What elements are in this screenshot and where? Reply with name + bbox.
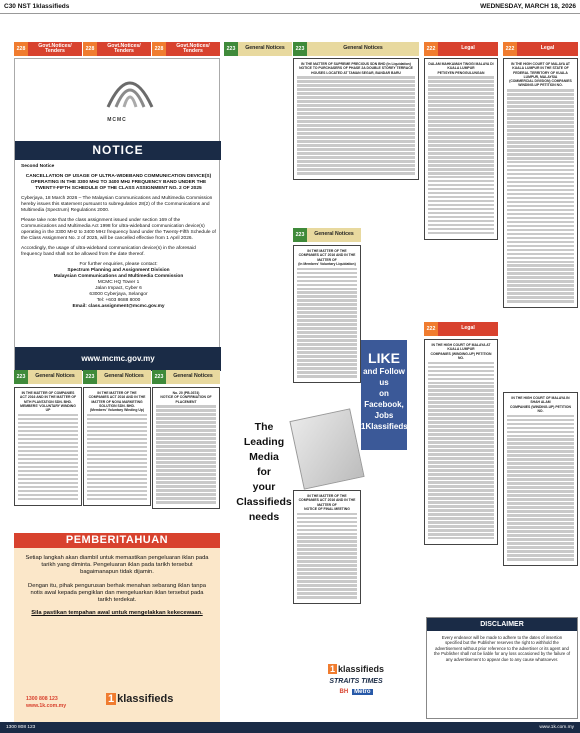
- disclaimer-text: Every endeavor will be made to adhere to the dates of insertion specified but the Publisher reserves the right to withhold the advertisement without prior reference to the advertiser or its agent and the Publisher shall not be liable for any loss occasioned by the failure of any advertisement to appear due to any cause whatsoever.: [433, 635, 571, 662]
- section-label: General Notices: [245, 45, 285, 52]
- notice-subheading: NOTICE TO PURCHASERS OF PHASE 2A DOUBLE STOREY TERRACE HOUSES LOCATED AT TAMAN SEGAR, BANDAR BARU: [299, 66, 413, 75]
- straits-times-logo: STRAITS TIMES: [329, 677, 383, 685]
- section-number: 228: [152, 42, 166, 56]
- leading-word: Classifieds: [236, 496, 292, 508]
- notice-subheading: NOTICE OF CONFIRMATION OF PLACEMENT: [160, 395, 212, 404]
- mcmc-notice: [14, 58, 220, 370]
- phone-number[interactable]: 1300 808 123: [26, 696, 58, 702]
- notice-heading: IN THE MATTER OF COMPANIES ACT 2016 AND IN THE MATTER OF MTH PLANTATION SDN. BHD.: [19, 391, 77, 404]
- notice-column: [83, 387, 151, 531]
- section-label: Govt.Notices/ Tenders: [38, 42, 72, 54]
- section-header: [224, 42, 292, 56]
- leading-media-text: [234, 420, 294, 525]
- notice-paragraph: Please take note that the class assignment issued under section 169 of the Communications and Multimedia Act 1998 for ultra-wideband communication device(s) operating in the 3300 MHz to 3400 MHz frequency band under the Twenty-Fifth Schedule of the Class Assignment No. 2 of 2025, will be cancelled effective from 1 April 2026.: [21, 218, 216, 241]
- notice-subheading: (In Members' Voluntary Liquidation): [298, 261, 356, 266]
- mcmc-logo-icon: [100, 67, 160, 117]
- notice-email[interactable]: Email: class.assignment@mcmc.gov.my: [72, 304, 165, 309]
- leading-word: needs: [248, 511, 280, 523]
- metro-logo: Metro: [354, 688, 371, 695]
- section-label: Legal: [461, 45, 475, 52]
- notice-dept: Spectrum Planning and Assignment Division: [67, 268, 170, 273]
- disclaimer-panel: [426, 617, 578, 719]
- klassifieds-logo-one: 1: [329, 663, 335, 674]
- notice-subheading: COMPANIES (WINDING-UP) PETITION NO.: [510, 404, 571, 413]
- notice-heading: IN THE MATTER OF THE COMPANIES ACT 2016 AND IN THE MATTER OF: [298, 249, 356, 262]
- section-header: [424, 42, 498, 56]
- mcmc-wordmark: MCMC: [107, 117, 127, 123]
- section-header: [503, 42, 578, 56]
- section-number: 223: [224, 42, 238, 56]
- section-number: 228: [14, 42, 28, 56]
- pemberitahuan-text: Dengan itu, pihak pengurusan berhak menahan sebarang iklan tanpa notis awal kepada pengiklan dan mengeluarkan iklan tersebut pada tarikh terdekat.: [28, 582, 206, 604]
- section-header: [293, 42, 419, 56]
- legal-column: [503, 58, 578, 388]
- section-label: General Notices: [343, 45, 383, 52]
- notice-column: [293, 58, 419, 218]
- section-number: 223: [293, 42, 307, 56]
- klassifieds-logo: [106, 693, 173, 705]
- section-number: 228: [83, 42, 97, 56]
- footer-website[interactable]: www.1k.com.my: [539, 725, 574, 730]
- like-text: Jobs 1Klassifieds: [361, 411, 408, 431]
- section-number: 223: [293, 228, 307, 242]
- section-label: Govt.Notices/ Tenders: [107, 42, 141, 54]
- section-header: [14, 370, 82, 384]
- leading-word: for: [257, 466, 271, 478]
- section-label: Legal: [540, 45, 555, 52]
- pemberitahuan-panel: [14, 533, 220, 723]
- section-number: 223: [152, 370, 166, 384]
- pemberitahuan-title: PEMBERITAHUAN: [14, 533, 220, 548]
- notice-column: [293, 245, 361, 415]
- section-header: [293, 228, 361, 242]
- section-header: [83, 370, 151, 384]
- facebook-promo[interactable]: [361, 340, 407, 450]
- notice-heading: IN THE HIGH COURT OF MALAYA IN SHAH ALAM: [511, 396, 570, 405]
- footer-phone[interactable]: 1300 808 123: [6, 725, 36, 730]
- notice-dept: Malaysian Communications and Multimedia Commission: [53, 274, 184, 279]
- leading-word: Media: [249, 451, 279, 463]
- page-date: WEDNESDAY, MARCH 18, 2026: [480, 3, 576, 10]
- like-text: LIKE: [368, 350, 400, 366]
- notice-column: [293, 490, 361, 630]
- section-label: Legal: [461, 325, 475, 332]
- pemberitahuan-text: Sila pastikan tempahan awal untuk mengelakkan kekecewaan.: [31, 610, 203, 617]
- notice-heading: IN THE MATTER OF THE COMPANIES ACT 2016 AND IN THE MATTER OF: [298, 494, 356, 507]
- page-header: [0, 0, 580, 14]
- notice-address: 63000 Cyberjaya, Selangor: [89, 292, 148, 297]
- page-section-title: C30 NST 1klassifieds: [4, 3, 70, 10]
- notice-address: MCMC HQ Tower 1: [97, 280, 140, 285]
- section-number: 223: [83, 370, 97, 384]
- section-header: [152, 42, 220, 56]
- pemberitahuan-text: Setiap langkah akan diambil untuk memastikan pengeluaran iklan pada tarikh yang diminta. Pengeluaran iklan pada tarikh tersebut bagaimanapun tidak dijamin.: [25, 555, 209, 576]
- notice-enquiries: For further enquiries, please contact:: [79, 262, 158, 267]
- notice-subheading: (Members' Voluntary Winding Up): [89, 408, 145, 413]
- notice-second: Second Notice: [21, 164, 55, 169]
- notice-paragraph: Accordingly, the usage of ultra-wideband communication device(s) in the aforesaid frequency band shall not be allowed from the date thereof.: [21, 246, 196, 257]
- notice-heading: IN THE HIGH COURT OF MALAYA AT KUALA LUMPUR IN THE STATE OF FEDERAL TERRITORY OF KUALA LUMPUR, MALAYSIA: [511, 62, 570, 79]
- notice-heading: DALAM MAHKAMAH TINGGI MALAYA DI KUALA LUMPUR: [428, 62, 494, 71]
- notice-heading: IN THE HIGH COURT OF MALAYA AT KUALA LUMPUR: [431, 343, 491, 352]
- like-text: and Follow us: [363, 367, 405, 387]
- section-label: Govt.Notices/ Tenders: [176, 42, 210, 54]
- newspaper-photo: [289, 408, 364, 489]
- notice-tel: Tel: +603 8688 8000: [96, 298, 141, 303]
- notice-address: Jalan Impact, Cyber 6: [95, 286, 142, 291]
- notice-heading: IN THE MATTER OF THE COMPANIES ACT 2016 AND IN THE MATTER OF NOVA MARKETING SOLUTION SDN. BHD.: [88, 391, 146, 408]
- section-header: [14, 42, 82, 56]
- notice-subheading: (COMMERCIAL DIVISION) COMPANIES WINDING-UP PETITION NO.: [509, 79, 572, 88]
- bh-logo: BH: [339, 688, 349, 695]
- notice-title: NOTICE: [15, 141, 221, 160]
- leading-word: The: [254, 421, 274, 433]
- section-label: General Notices: [35, 373, 75, 380]
- section-number: 222: [424, 42, 438, 56]
- notice-subheading: NOTICE OF FINAL MEETING: [304, 506, 350, 511]
- website-link[interactable]: www.1k.com.my: [26, 702, 67, 709]
- legal-column: [503, 392, 578, 612]
- like-text: on Facebook,: [364, 389, 404, 409]
- disclaimer-title: DISCLAIMER: [427, 618, 577, 631]
- klassifieds-logo-one: 1: [108, 693, 115, 705]
- section-number: 222: [424, 322, 438, 336]
- pemberitahuan-contact: [26, 696, 66, 709]
- leading-word: Leading: [243, 436, 285, 448]
- notice-heading: No. 20 (PB-0374): [172, 391, 200, 395]
- notice-headline: CANCELLATION OF USAGE OF ULTRA-WIDEBAND COMMUNICATION DEVICE(S) OPERATING IN THE 3300 MHz TO 3400 MHz FREQUENCY BAND UNDER THE TWENTY-FIFTH SCHEDULE OF THE CLASS ASSIGNMENT NO. 2 OF 2025: [25, 174, 212, 191]
- legal-column: [424, 339, 498, 609]
- notice-heading: IN THE MATTER OF SUPREME PRECIOUS SDN BHD (In Liquidation): [301, 62, 411, 66]
- notice-subheading: PETISYEN PENGGULUNGAN: [437, 70, 485, 75]
- section-header: [152, 370, 220, 384]
- mcmc-url[interactable]: www.mcmc.gov.my: [15, 347, 221, 371]
- notice-column: [14, 387, 82, 531]
- section-number: 222: [503, 42, 517, 56]
- section-header: [424, 322, 498, 336]
- section-label: General Notices: [314, 231, 354, 238]
- section-number: 223: [14, 370, 28, 384]
- notice-column: [152, 387, 220, 531]
- brand-logos: [293, 640, 419, 718]
- notice-subheading: MEMBERS' VOLUNTARY WINDING UP: [20, 403, 76, 413]
- klassifieds-logo: [328, 664, 384, 674]
- section-label: General Notices: [104, 373, 144, 380]
- klassifieds-logo-text: klassifieds: [117, 693, 174, 705]
- page-footer: [0, 722, 580, 733]
- section-label: General Notices: [173, 373, 213, 380]
- notice-paragraph: Cyberjaya, 18 March 2026 – The Malaysian Communications and Multimedia Commission hereby issues this statement pursuant to subregulation 28(2) of the Communications and Multimedia (Spectrum) Regulations 2000.: [21, 196, 213, 213]
- section-header: [83, 42, 151, 56]
- leading-word: your: [252, 481, 276, 493]
- legal-column: [424, 58, 498, 298]
- notice-subheading: COMPANIES (WINDING-UP) PETITION NO.: [430, 351, 492, 360]
- klassifieds-logo-text: klassifieds: [337, 663, 385, 674]
